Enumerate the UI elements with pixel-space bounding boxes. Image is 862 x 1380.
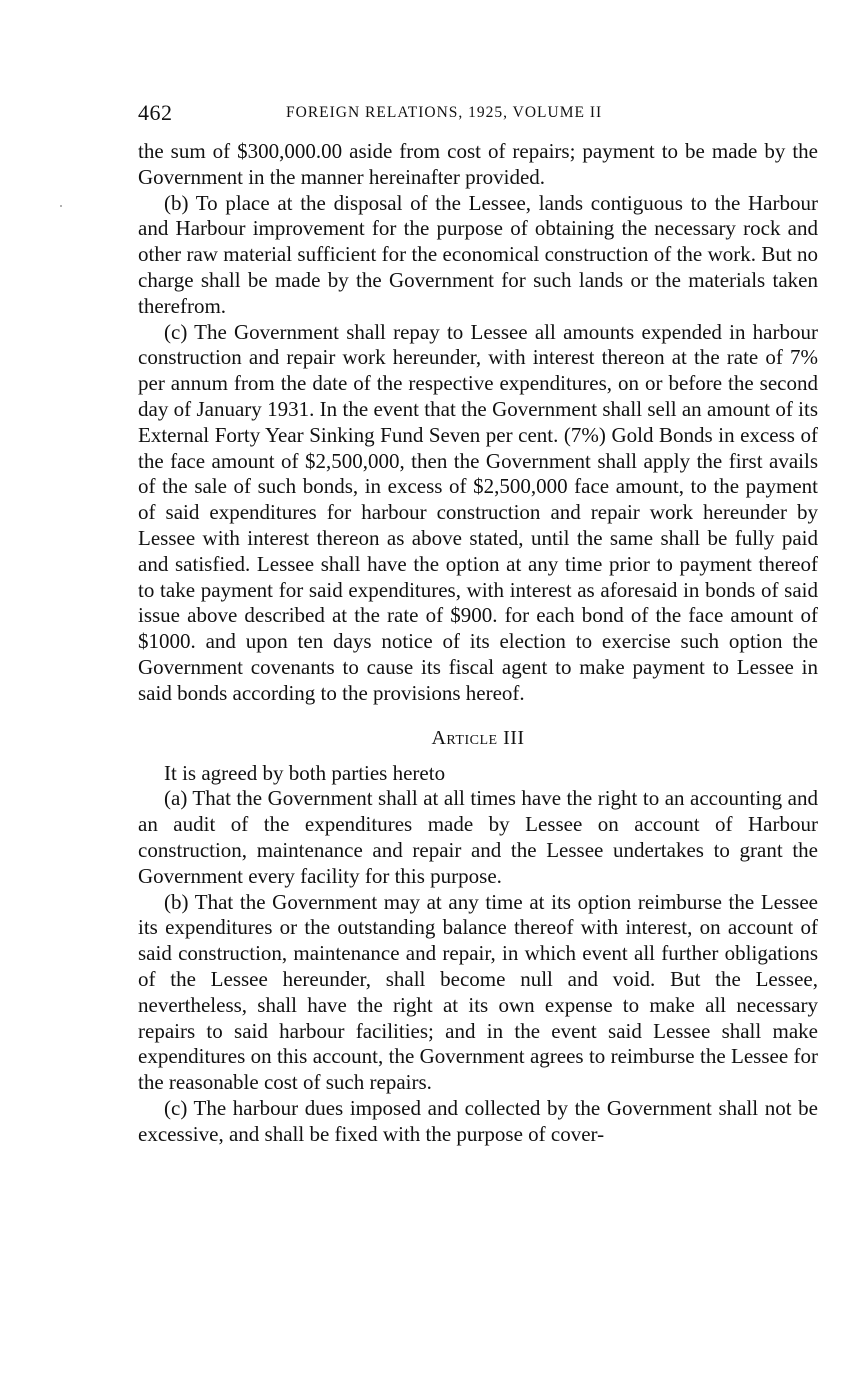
article-numeral: III <box>503 726 525 749</box>
article-intro: It is agreed by both parties hereto <box>164 760 446 785</box>
running-header <box>138 96 818 130</box>
document-page <box>138 96 818 1147</box>
article-heading <box>138 725 818 751</box>
article-label: Article <box>431 726 498 749</box>
page-number: 462 <box>138 100 173 125</box>
article-paragraph-a: (a) That the Government shall at all times have the right to an accounting and an audit of the expenditures made by Lessee on account of Harbour construction, maintenance and repair and the Lessee undertakes to grant the Government every facility for this purpose. <box>138 786 818 888</box>
paragraph-b: (b) To place at the disposal of the Lessee, lands contiguous to the Harbour and Harbour improvement for the purpose of obtaining the necessary rock and other raw material sufficient for the economical construction of the work. But no charge shall be made by the Government for such lands or the materials taken therefrom. <box>138 190 818 318</box>
paragraph-c: (c) The Government shall repay to Lessee all amounts expended in harbour construction and repair work hereunder, with interest thereon at the rate of 7% per annum from the date of the respective expenditures, on or before the second day of January 1931. In the event that the Government shall sell an amount of its External Forty Year Sinking Fund Seven per cent. (7%) Gold Bonds in excess of the face amount of $2,500,000, then the Government shall apply the first avails of the sale of such bonds, in excess of $2,500,000 face amount, to the payment of said expenditures for harbour construction and repair work hereunder by Lessee with interest thereon as above stated, until the same shall be fully paid and satisfied. Lessee shall have the option at any time prior to payment thereof to take payment for said expenditures, with interest as aforesaid in bonds of said issue above described at the rate of $900. for each bond of the face amount of $1000. and upon ten days notice of its election to exercise such option the Government covenants to cause its fiscal agent to make payment to Lessee in said bonds according to the provisions hereof. <box>138 319 818 705</box>
paragraph-continuation: the sum of $300,000.00 aside from cost of repairs; payment to be made by the Government in the manner hereinafter provided. <box>138 139 818 189</box>
article-paragraph-c: (c) The harbour dues imposed and collected by the Government shall not be excessive, and shall be fixed with the purpose of cover- <box>138 1095 818 1146</box>
margin-speck <box>60 205 62 207</box>
running-title: FOREIGN RELATIONS, 1925, VOLUME II <box>286 104 603 121</box>
article-paragraph-b: (b) That the Government may at any time at its option reimburse the Lessee its expenditures or the outstanding balance thereof with interest, on account of said construction, maintenance and repair, in which event all further obligations of the Lessee hereunder, shall become null and void. But the Lessee, nevertheless, shall have the right at its own expense to make all necessary repairs to said harbour facilities; and in the event said Lessee shall make expenditures on this account, the Government agrees to reimburse the Lessee for the reasonable cost of such repairs. <box>138 889 818 1095</box>
